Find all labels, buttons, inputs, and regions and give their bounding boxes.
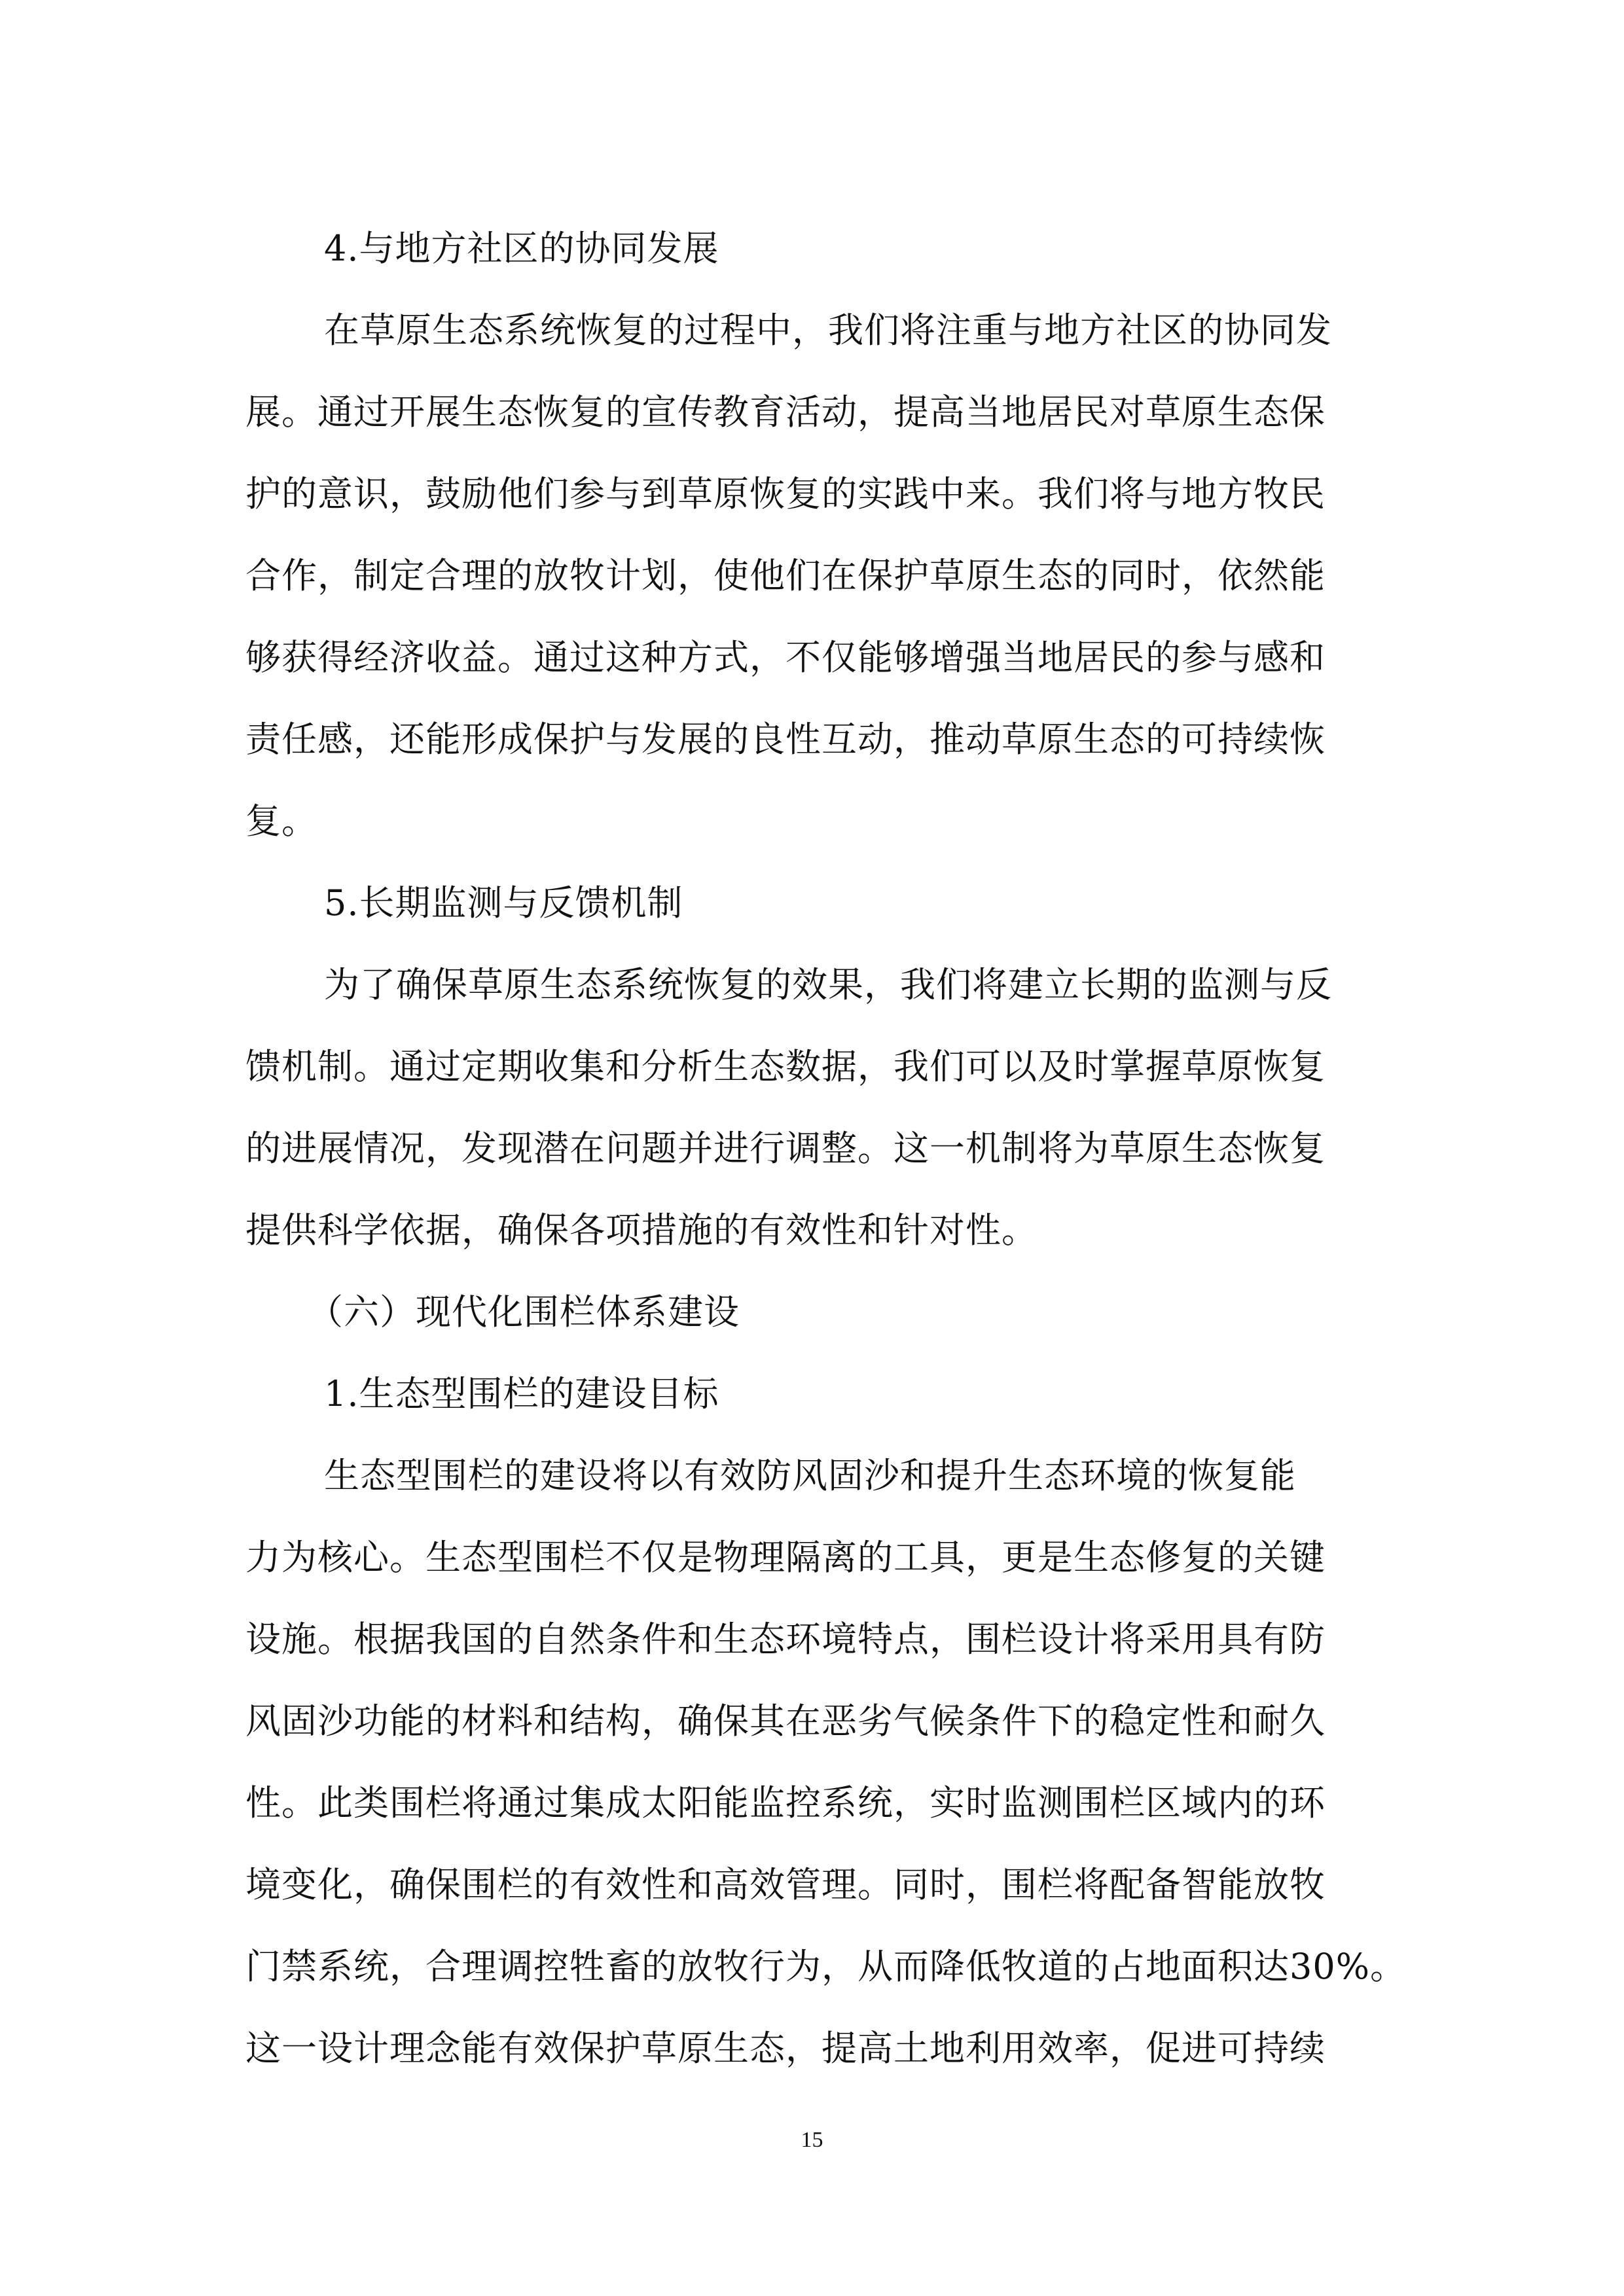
paragraph-line: 这一设计理念能有效保护草原生态，提高土地利用效率，促进可持续: [245, 2028, 1326, 2069]
paragraph-line: 门禁系统，合理调控牲畜的放牧行为，从而降低牧道的占地面积达30%。: [245, 1946, 1407, 1987]
heading-community-development: 4.与地方社区的协同发展: [324, 228, 719, 269]
paragraph-line: 提供科学依据，确保各项措施的有效性和针对性。: [245, 1210, 1038, 1251]
paragraph-line: 合作，制定合理的放牧计划，使他们在保护草原生态的同时，依然能: [245, 555, 1326, 596]
paragraph-line: 为了确保草原生态系统恢复的效果，我们将建立长期的监测与反: [324, 964, 1332, 1005]
paragraph-line: 力为核心。生态型围栏不仅是物理隔离的工具，更是生态修复的关键: [245, 1537, 1326, 1578]
paragraph-line: 责任感，还能形成保护与发展的良性互动，推动草原生态的可持续恢: [245, 719, 1326, 760]
paragraph-line: 馈机制。通过定期收集和分析生态数据，我们可以及时掌握草原恢复: [245, 1046, 1326, 1087]
paragraph-line: 在草原生态系统恢复的过程中，我们将注重与地方社区的协同发: [324, 310, 1332, 351]
paragraph-line: 境变化，确保围栏的有效性和高效管理。同时，围栏将配备智能放牧: [245, 1864, 1326, 1905]
section-heading-fence-system: （六）现代化围栏体系建设: [308, 1291, 740, 1333]
paragraph-line: 展。通过开展生态恢复的宣传教育活动，提高当地居民对草原生态保: [245, 391, 1326, 433]
paragraph-line: 够获得经济收益。通过这种方式，不仅能够增强当地居民的参与感和: [245, 637, 1326, 678]
paragraph-line: 护的意识，鼓励他们参与到草原恢复的实践中来。我们将与地方牧民: [245, 473, 1326, 514]
paragraph-line: 设施。根据我国的自然条件和生态环境特点，围栏设计将采用具有防: [245, 1619, 1326, 1660]
page-number: 15: [801, 2128, 823, 2152]
paragraph-line: 生态型围栏的建设将以有效防风固沙和提升生态环境的恢复能: [324, 1455, 1296, 1496]
paragraph-line: 的进展情况，发现潜在问题并进行调整。这一机制将为草原生态恢复: [245, 1128, 1326, 1169]
paragraph-line: 复。: [245, 800, 317, 842]
heading-eco-fence-goals: 1.生态型围栏的建设目标: [324, 1373, 719, 1414]
paragraph-line: 风固沙功能的材料和结构，确保其在恶劣气候条件下的稳定性和耐久: [245, 1700, 1326, 1742]
heading-monitoring-feedback: 5.长期监测与反馈机制: [324, 882, 683, 924]
paragraph-line: 性。此类围栏将通过集成太阳能监控系统，实时监测围栏区域内的环: [245, 1782, 1326, 1823]
